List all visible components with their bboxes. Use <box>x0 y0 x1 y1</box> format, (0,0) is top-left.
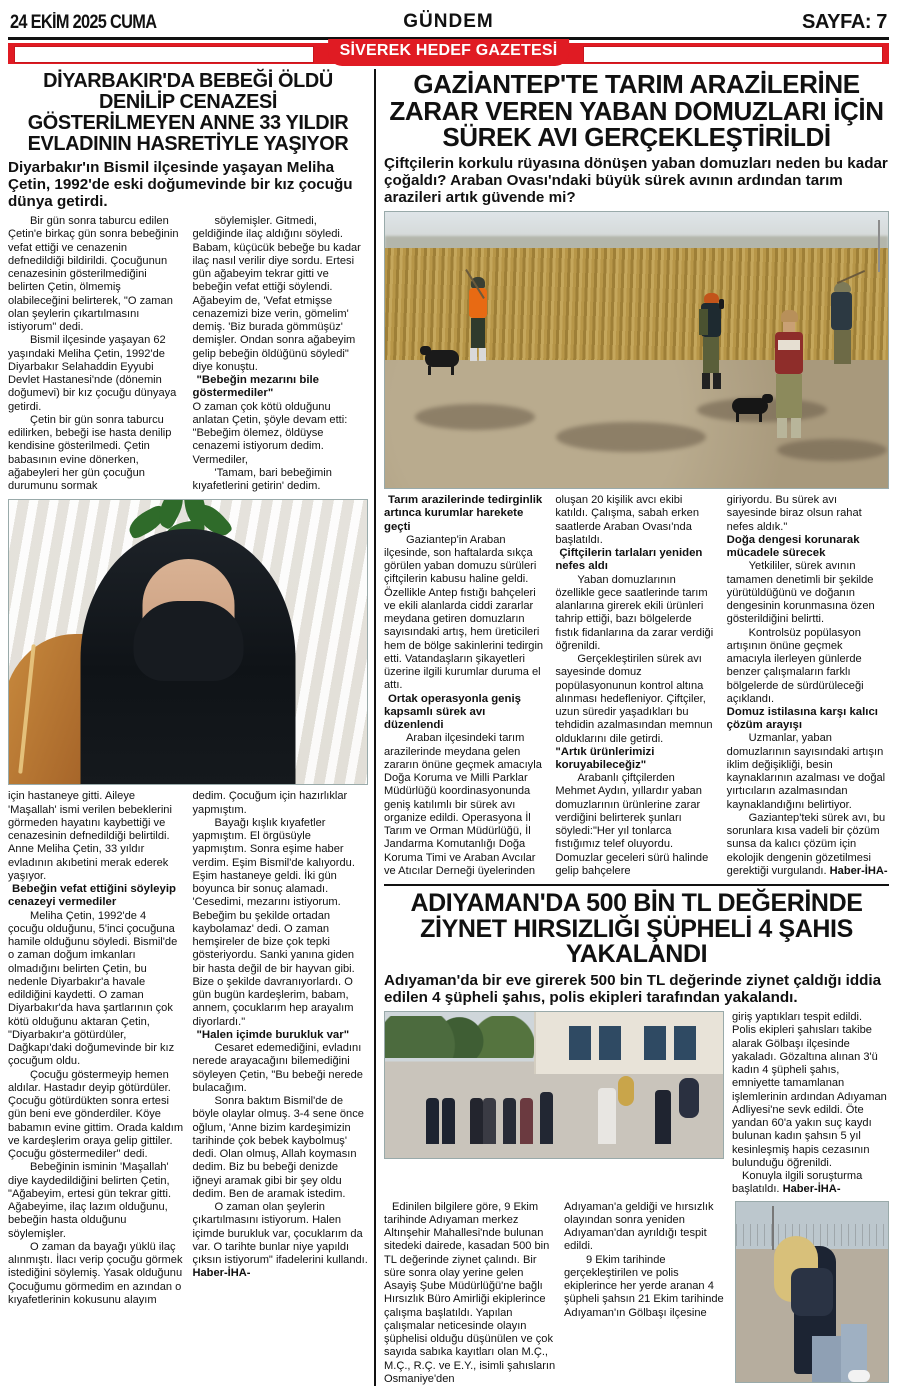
paragraph: Sonra baktım Bismil'de de böyle olaylar olmuş. 3-4 sene önce oğlum, 'Anne bizim kardeşimizin tarihinde çok bebek kaybolmuş' dedi. Olan olmuş, Allah koymasın dedim. Biz bu bebeği denizde iğneyi aramak gibi bir şey oldu dedim. Ben de aramak istedim. <box>192 1095 364 1200</box>
paragraph: 9 Ekim tarihinde gerçekleştirilen ve polis ekiplerince her yerde aranan 4 şüpheli şahsın 21 Ekim tarihinde Adıyaman'ın Gölbaşı ilçesine <box>564 1253 724 1319</box>
boar-subhead-1: Tarım arazilerinde tedirginlik artınca kurumlar harekete geçti <box>384 494 543 533</box>
paragraph: Adıyaman'a geldiği ve hırsızlık olayından sonra yeniden Adıyaman'dan ayrıldığı tespit edildi. <box>564 1200 714 1253</box>
paragraph: Gaziantep'in Araban ilçesinde, son haftalarda sıkça görülen yaban domuzu sürüleri çiftçilerin kabusu haline geldi. Özellikle Antep fıstığı bahçeleri ve ekili alanlarda ciddi zararlar meydana getiren domuzların sayısındaki artış, hem üreticileri hem de bölge sakinlerini tedirgin etti. Vatandaşların şikayetleri üzerine ilgili kurumlar duruma el attı. <box>384 533 544 692</box>
agency-credit: Haber-İHA- <box>829 864 888 877</box>
article-adiyaman <box>384 891 889 1386</box>
adiyaman-bottom-row <box>384 1201 889 1386</box>
paragraph: Yaban domuzlarının özellikle gece saatlerinde tarım alanlarına girerek ekili ürünleri tahrip ettiği, bazı bölgelerde fıstık fidanlarına da zarar verdiği öğrenildi. <box>555 573 714 652</box>
paragraph-text: Konuyla ilgili soruşturma başlatıldı. <box>732 1170 863 1196</box>
paragraph: Çetin bir gün sonra taburcu edilirken, bebeği ise hasta denilip kendisine gösterilmedi. Çetin babasının evine dönerken, ağabeyleri her gün çocuğun durumunu sormak <box>8 413 172 493</box>
masthead <box>8 0 889 34</box>
boar-subhead-3: Çiftçilerin tarlaları yeniden nefes aldı <box>555 547 703 573</box>
boar-subhead-2: Ortak operasyonla geniş kapsamlı sürek avı düzenlendi <box>384 692 521 732</box>
paragraph <box>193 1201 369 1281</box>
masthead-date: 24 EKİM 2025 CUMA <box>10 12 157 33</box>
paragraph: Bir gün sonra taburcu edilen Çetin'e birkaç gün sonra bebeğinin vefat ettiği ve cenazenin defnedildiği bildirildi. Çocuğunun cenazesinin gösterilmediğini belirten Çetin, ölmemiş olabileceğini belirterek, "O zaman olan şeylerin çıkartılmasını istiyorum" dedi. <box>8 215 179 334</box>
paragraph: 'Tamam, bari bebeğimin kıyafetlerini getirin' dedim. <box>192 466 332 493</box>
adiyaman-top-row <box>384 1011 889 1197</box>
paragraph: O zaman çok kötü olduğunu anlatan Çetin, şöyle devam etti: "Bebeğim ölemez, öldüyse cenazemi istiyorum dedim. Vermediler, <box>192 400 348 466</box>
photo-ground <box>385 360 888 488</box>
photo-lamp-post <box>772 1206 774 1250</box>
photo-boar-hunt <box>384 211 889 489</box>
paragraph: Yetkililer, sürek avının tamamen denetimli bir şekilde yürütüldüğünü ve doğanın dengesinin korunmasına özen gösterildiğini belirtti. <box>726 560 875 626</box>
boar-body <box>384 494 889 878</box>
boar-standfirst: Çiftçilerin korkulu rüyasına dönüşen yaban domuzları neden bu kadar çoğaldı? Araban Ovası'ndaki büyük sürek avının ardından tarım arazileri artık güvende mi? <box>384 154 888 206</box>
photo-police-escort <box>384 1011 724 1159</box>
left-body-lower <box>8 790 368 1307</box>
paragraph: Bismil ilçesinde yaşayan 62 yaşındaki Meliha Çetin, 1992'de Diyarbakır Selahaddin Eyyubi Devlet Hastanesi'nde (dönemin doğumevi) bir kız çocuğu dünyaya getirdi. <box>8 334 177 413</box>
boar-subhead-6: Domuz istilasına karşı kalıcı çözüm arayışı <box>726 706 878 732</box>
paragraph: için hastaneye gitti. Aileye 'Maşallah' ismi verilen bebeklerini görmeden hayatını kaybettiği ve cenazesinin defnedildiği belirtildi. Anne Meliha Çetin, 33 yıldır evladının akıbetini merak ederek yaşıyor. <box>8 790 172 882</box>
paragraph: Araban ilçesindeki tarım arazilerinde meydana gelen zararın önüne geçmek amacıyla Doğa Koruma ve Milli Parklar Müdürlüğü koordinasyonunda geniş katılımlı bir sürek avı organize edildi. Operasyona İl Tarım ve Orman Müdürlüğü, İl Jandarma Komutanlığı Doğa Koruma Timi ve Araban Avcılar ve Atıcılar Derneği üyelerinden <box>384 732 542 877</box>
paragraph: Çocuğumu görmedim en azından o kıyafetlerinin kokusunu alayım dedim. Çocuğum için hazırlıklar yapmıştım. <box>8 790 348 1306</box>
left-body-top <box>8 215 368 493</box>
adiyaman-headline: ADIYAMAN'DA 500 BİN TL DEĞERİNDE ZİYNET HIRSIZLIĞI ŞÜPHELİ 4 ŞAHIS YAKALANDI <box>410 889 863 969</box>
boar-headline: GAZİANTEP'TE TARIM ARAZİLERİNE ZARAR VEREN YABAN DOMUZLARI İÇİN SÜREK AVI GERÇEKLEŞTİRİLDİ <box>389 69 884 153</box>
photo-hunter-center <box>697 293 725 389</box>
section-divider <box>384 884 889 886</box>
left-subhead-2: Bebeğin vefat ettiğini söyleyip cenazeyi vermediler <box>8 883 176 909</box>
paragraph: Bayağı kışlık kıyafetler yapmıştım. El örgüsüyle yapmıştım. Sonra eşime haber verdim. Eşim Bismil'de kalıyordu. Eşim hastaneye geldi. İki gün boyunca bir sonuç alamadı. 'Cesedimi, mezarını istiyorum. Bebeğim bu şekilde ortadan kaybolamaz' dedi. O zaman hemşireler de bize çok tepki gösteriyordu. Sanki yanına giden bir hasta değil de bir hayvan gibi. Bize o şekilde davranıyorlardı. O gün bugün kardeşlerim, babam, annem, çocuklarım hep arayalım diyorlardı." <box>192 816 355 1028</box>
brand-banner-title: SİVEREK HEDEF GAZETESİ <box>328 39 570 66</box>
photo-meliha-cetin <box>8 499 368 785</box>
paragraph: Kontrolsüz popülasyon artışının önüne geçmek amacıyla ilerleyen günlerde benzer çalışmaların farklı bölgelerde de sürdürüleceği açıklandı. <box>726 626 864 705</box>
page-grid <box>8 69 889 1386</box>
paragraph <box>727 812 889 878</box>
agency-credit: Haber-İHA- <box>782 1183 841 1196</box>
paragraph: Edinilen bilgilere göre, 9 Ekim tarihinde Adıyaman merkez Altınşehir Mahallesi'nde bulunan sitedeki dairede, kasadan 500 bin TL değerinde ziynet çalındı. Bir süre sonra olay yerine gelen Asayiş Şube Müdürlüğü'ne bağlı Hırsızlık Büro Amirliği ekiplerince çalışma başlatıldı. Yapılan çalışmalar neticesinde olayın şüphelisi olduğu düşünülen ve çok sayıda sabıka kayıtları olan M.Ç., M.Ç., R.Ç. ve E.Y., isimli şahısların Osmaniye'den <box>384 1200 556 1385</box>
paragraph: Çocuğu göstermeyip hemen aldılar. Hastadır deyip götürdüler. Çocuğu götürdükten sonra ertesi gün beni eve gönderdiler. Köye babamın evine gittim. Orada kaldım ve kardeşlerim oraya gelip gittiler. Çocuğu göstermediler" dedi. <box>8 1068 184 1161</box>
photo-veil <box>133 601 243 681</box>
photo-building <box>534 1012 723 1074</box>
paragraph-text: Gaziantep'teki sürek avı, bu sorunlara kısa vadeli bir çözüm sunsa da kalıcı çözüm için ekolojik dengenin gözetilmesi gerektiği vurgulandı. <box>726 811 886 877</box>
masthead-section: GÜNDEM <box>403 11 494 32</box>
right-stack <box>384 69 889 1386</box>
photo-trees <box>385 1016 540 1058</box>
brand-banner <box>8 37 889 63</box>
paragraph: giriş yaptıkları tespit edildi. Polis ekipleri şahısları takibe alarak Gölbaşı ilçesinde yakaladı. Gözaltına alınan 3'ü kadın 4 şüpheli şahıs, emniyette tamamlanan işlemlerinin ardından Adıyaman Adliyesi'ne sevk edildi. Öte yandan 60'a yakın suç kaydı bulunan kadın şahsın 5 yıl kesinleşmiş hapis cezasının bulunduğu öğrenildi. <box>732 1011 887 1169</box>
paragraph: Gerçekleştirilen sürek avı sayesinde domuz popülasyonunun kontrol altına alınması hedefleniyor. Çiftçiler, uzun süredir yaşadıkları bu tehdidin azalmasından memnun olduklarını dile getirdi. <box>555 653 713 745</box>
paragraph-text: O zaman olan şeylerin çıkartılmasını istiyorum. Halen içimde burukluk var, çocuklarım da var. O tarihte bunlar niye yapıldı çıksın istiyorum" ifadelerini kullandı. <box>192 1201 368 1267</box>
photo-dog-left <box>425 350 459 367</box>
paragraph: Meliha Çetin, 1992'de 4 çocuğu olduğunu, 5'inci çocuğuna hamile olduğunu söyledi. Bismil'de o zaman doğum imkanları olmadığını belirten Çetin, bu nedenle Diyarbakır'a havale edildiğini kaydetti. O zaman Diyarbakır'da hava şartlarının çok kötü olduğunu aktaran Çetin, "Diyarbakır'a götürdüler, Dağkapı'daki doğumevinde bir kız çocuğum oldu. <box>8 909 178 1068</box>
left-subhead-1: "Bebeğin mezarını bile göstermediler" <box>192 374 319 400</box>
left-subhead-3: "Halen içimde burukluk var" <box>196 1028 350 1041</box>
paragraph: giriyordu. Bu sürek avı sayesinde biraz olsun rahat nefes aldık." <box>726 494 862 533</box>
paragraph: söylemişler. Gitmedi, geldiğinde ilaç aldığını söyledi. Babam, küçücük bebeğe bu kadar ilaç nasıl verilir diye sordu. Ertesi gün ağabeyim tekrar gitti ve bebeğin vefat ettiği söylendi. Ağabeyim de, 'Vefat etmişse cenazemizi bize verin, gömelim' demiş. 'Biz burada gömmüşüz' demişler. Ondan sonra ağabeyim gelip bebeğin öldüğünü söyledi" diye konuştu. <box>192 215 361 373</box>
photo-utility-pole <box>878 220 880 272</box>
boar-subhead-4: "Artık ürünlerimizi koruyabileceğiz" <box>555 745 655 771</box>
boar-subhead-5: Doğa dengesi korunarak mücadele sürecek <box>726 533 860 560</box>
photo-suspects-walking <box>735 1201 889 1383</box>
paragraph: oluşan 20 kişilik avcı ekibi katıldı. Çalışma, sabah erken saatlerde Araban Ovası'nda başlatıldı. <box>555 494 699 546</box>
photo-hunter-orange <box>465 277 491 361</box>
paragraph: O zaman da bayağı yüklü ilaç alınmıştı. İlacı verip çocuğu görmek istediğini söylemiş. Yasak olduğunu <box>8 1240 183 1280</box>
paragraph: Uzmanlar, yaban domuzlarının sayısındaki artışın iklim değişikliği, besin kaynaklarının azalması ve doğal yırtıcıların azalmasından kaynaklandığını belirtiyor. <box>726 732 886 811</box>
photo-backpack <box>791 1268 833 1316</box>
photo-crop-field <box>385 248 888 360</box>
article-boar <box>384 71 889 878</box>
photo-person-figure <box>81 529 296 784</box>
adiyaman-standfirst: Adıyaman'da bir eve girerek 500 bin TL değerinde ziynet çaldığı iddia edilen 4 şüpheli şahıs, polis ekipleri tarafından yakalandı. <box>384 971 882 1006</box>
paragraph: Cesaret edemediğini, evladını nerede arayacağını bilemediğini söyleyen Çetin, "Bu bebeği nerede bulacağım. <box>192 1042 363 1094</box>
article-left <box>8 69 376 1386</box>
left-headline: DİYARBAKIR'DA BEBEĞİ ÖLDÜ DENİLİP CENAZESİ GÖSTERİLMEYEN ANNE 33 YILDIR EVLADININ HASRETİYLE YAŞIYOR <box>27 69 349 155</box>
photo-hunter-far-right <box>828 282 856 378</box>
left-standfirst: Diyarbakır'ın Bismil ilçesinde yaşayan Meliha Çetin, 1992'de eski doğumevinde bir kız çocuğu dünya getirdi. <box>8 158 353 210</box>
paragraph: Bebeğinin isminin 'Maşallah' diye kaydedildiğini belirten Çetin, "Ağabeyim, ertesi gün tekrar gitti. Ağabeyime, ilaç lazım olduğunu, bebeğin hasta olduğunu söylemişler. <box>8 1161 172 1240</box>
photo-dog-right <box>732 398 768 414</box>
paragraph: Arabanlı çiftçilerden Mehmet Aydın, yıllardır yaban domuzlarının ürünlerine zarar verdiğini belirterek şunları söyledi:"Her yıl tonlarca fıstığımız telef oluyordu. Domuzlar geceleri sürü halinde gelip bahçelere <box>555 772 709 877</box>
photo-jandarma-officer <box>772 310 806 438</box>
masthead-page-number: SAYFA: 7 <box>802 11 887 33</box>
agency-credit: Haber-İHA- <box>192 1267 251 1280</box>
paragraph <box>732 1170 889 1197</box>
